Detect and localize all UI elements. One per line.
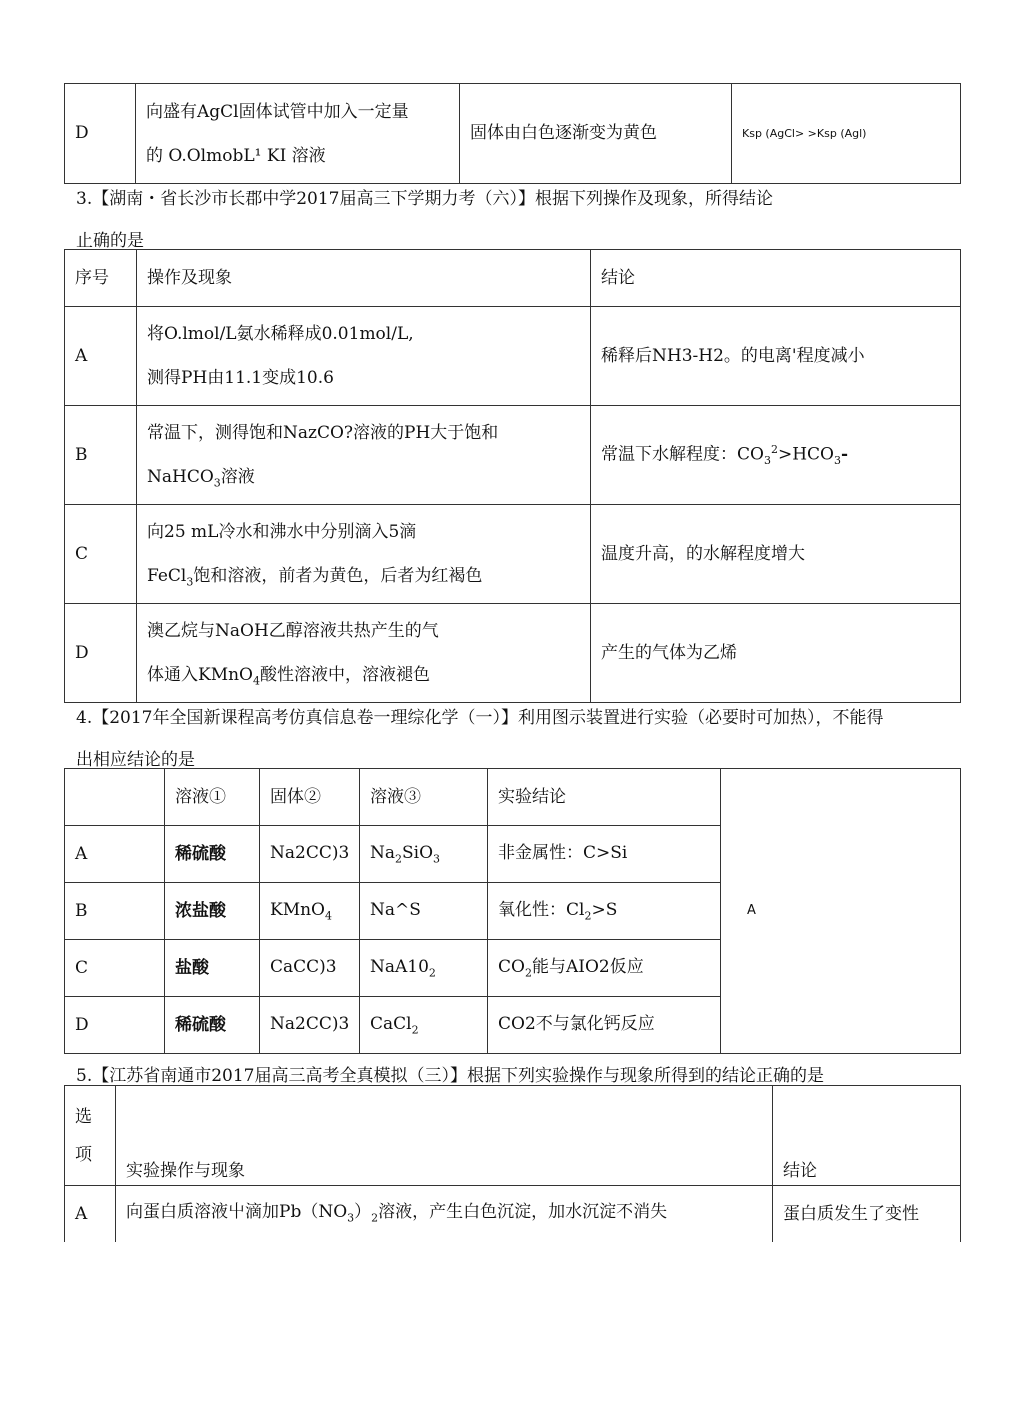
solution-3-cell: $NaA10_2$ [360,940,488,997]
conclusion-cell: 产生的气体为乙烯 [591,604,961,703]
q3-table [64,249,961,703]
question-5-title: 5.【江苏省南通市2017届高三高考全真模拟（三）】根据下列实验操作与现象所得到的结论正确的是 [76,1066,824,1086]
conclusion-cell: 氧化性：$Cl_2>S$ [488,883,721,940]
solid-2-cell: CaCC)3 [260,940,360,997]
operation-cell [137,604,591,703]
row-label: D [65,604,137,703]
operation-cell [137,406,591,505]
operation-line: 澳乙烷与NaOH乙醇溶液共热产生的气 [147,621,439,641]
column-header-option: 选 项 [65,1086,116,1186]
solution-1-cell: 稀硫酸 [165,997,260,1054]
row-label: C [65,505,137,604]
solid-2-cell: KMnO$_4$ [260,883,360,940]
column-header: 序号 [65,250,137,307]
column-header: 实验结论 [488,769,721,826]
operation-line: 向盛有AgCl固体试管中加入一定量 [146,101,409,122]
operation-line: 常温下，测得饱和NazCO?溶液的PH大于饱和 [147,423,499,443]
question-3-title-cont: 止确的是 [76,231,144,251]
solution-3-cell: $Na_2SiO_3$ [360,826,488,883]
operation-line: NaHCO$_3$溶液 [147,467,255,490]
operation-cell [137,307,591,406]
question-3-title: 3.【湖南・省长沙市长郡中学2017届高三下学期力考（六）】根据下列操作及现象，所得结论 [76,189,773,209]
apparatus-figure-placeholder: A [747,903,756,919]
column-header: 溶液③ [360,769,488,826]
row-label: A [65,1186,116,1242]
column-header: 固体② [260,769,360,826]
column-header: 结论 [591,250,961,307]
table-row [65,307,961,406]
solution-1-cell: 稀硫酸 [165,826,260,883]
conclusion-cell: $CO_2$能与AIO2仮应 [488,940,721,997]
row-label: B [65,883,165,940]
solid-2-cell: Na2CC)3 [260,826,360,883]
column-header [65,769,165,826]
phenomenon-cell: 固体由白色逐渐变为黄色 [460,84,732,184]
row-label: D [65,997,165,1054]
column-header: 操作及现象 [137,250,591,307]
table-row [65,406,961,505]
operation-cell [136,84,460,184]
table-header-row [65,250,961,307]
operation-line: FeCl$_3$饱和溶液，前者为黄色，后者为红褐色 [147,566,483,589]
table-row [65,604,961,703]
operation-cell: 向蛋白质溶液屮滴加$Pb(NO_3)_2$溶液，产生白色沉淀，加水沉淀不消失 [116,1186,773,1242]
table-header-row [65,1086,961,1186]
solution-3-cell: CaCl$_2$ [360,997,488,1054]
question-4-title-cont: 出相应结论的是 [76,750,195,770]
solution-3-cell: Na^S [360,883,488,940]
conclusion-cell: CO2不与氯化钙反应 [488,997,721,1054]
column-header-operation: 实验操作与现象 [116,1086,773,1186]
apparatus-figure-cell [721,769,961,1054]
operation-line: 体通入KMnO$_4$酸性溶液中，溶液褪色 [147,665,430,688]
conclusion-cell: Ksp (AgCl> >Ksp (Agl) [732,84,961,184]
operation-line: 的 O.OlmobL¹ KI 溶液 [146,145,326,166]
row-label: A [65,307,137,406]
conclusion-cell: 温度升高，的水解程度增大 [591,505,961,604]
row-label: C [65,940,165,997]
row-label: B [65,406,137,505]
table-header-row [65,769,961,826]
row-label: A [65,826,165,883]
column-header-conclusion: 结论 [773,1086,961,1186]
table-row [65,505,961,604]
conclusion-cell: 稀释后NH3-H2。的电离'程度减小 [591,307,961,406]
q5-table [64,1085,961,1242]
q2-table [64,83,961,184]
q4-table [64,768,961,1054]
operation-line: 向25 mL冷水和沸水中分别滴入5滴 [147,522,417,542]
table-row [65,1186,961,1242]
conclusion-cell: 蛋白质发生了变性 [773,1186,961,1242]
solution-1-cell: 盐酸 [165,940,260,997]
operation-line: 将O.lmol/L氨水稀释成0.01mol/L, [147,324,414,344]
question-4-title: 4.【2017年全国新课程高考仿真信息卷一理综化学（一）】利用图示装置进行实验（必要时可加热），不能得 [76,708,884,728]
column-header: 溶液① [165,769,260,826]
conclusion-cell: 非金属性：C>Si [488,826,721,883]
solid-2-cell: Na2CC)3 [260,997,360,1054]
conclusion-cell: 常温下水解程度：$CO_3^2>HCO_3-$ [591,406,961,505]
operation-cell [137,505,591,604]
table-row [65,84,961,184]
operation-line: 测得PH由11.1变成10.6 [147,368,334,388]
row-label: D [65,84,136,184]
solution-1-cell: 浓盐酸 [165,883,260,940]
